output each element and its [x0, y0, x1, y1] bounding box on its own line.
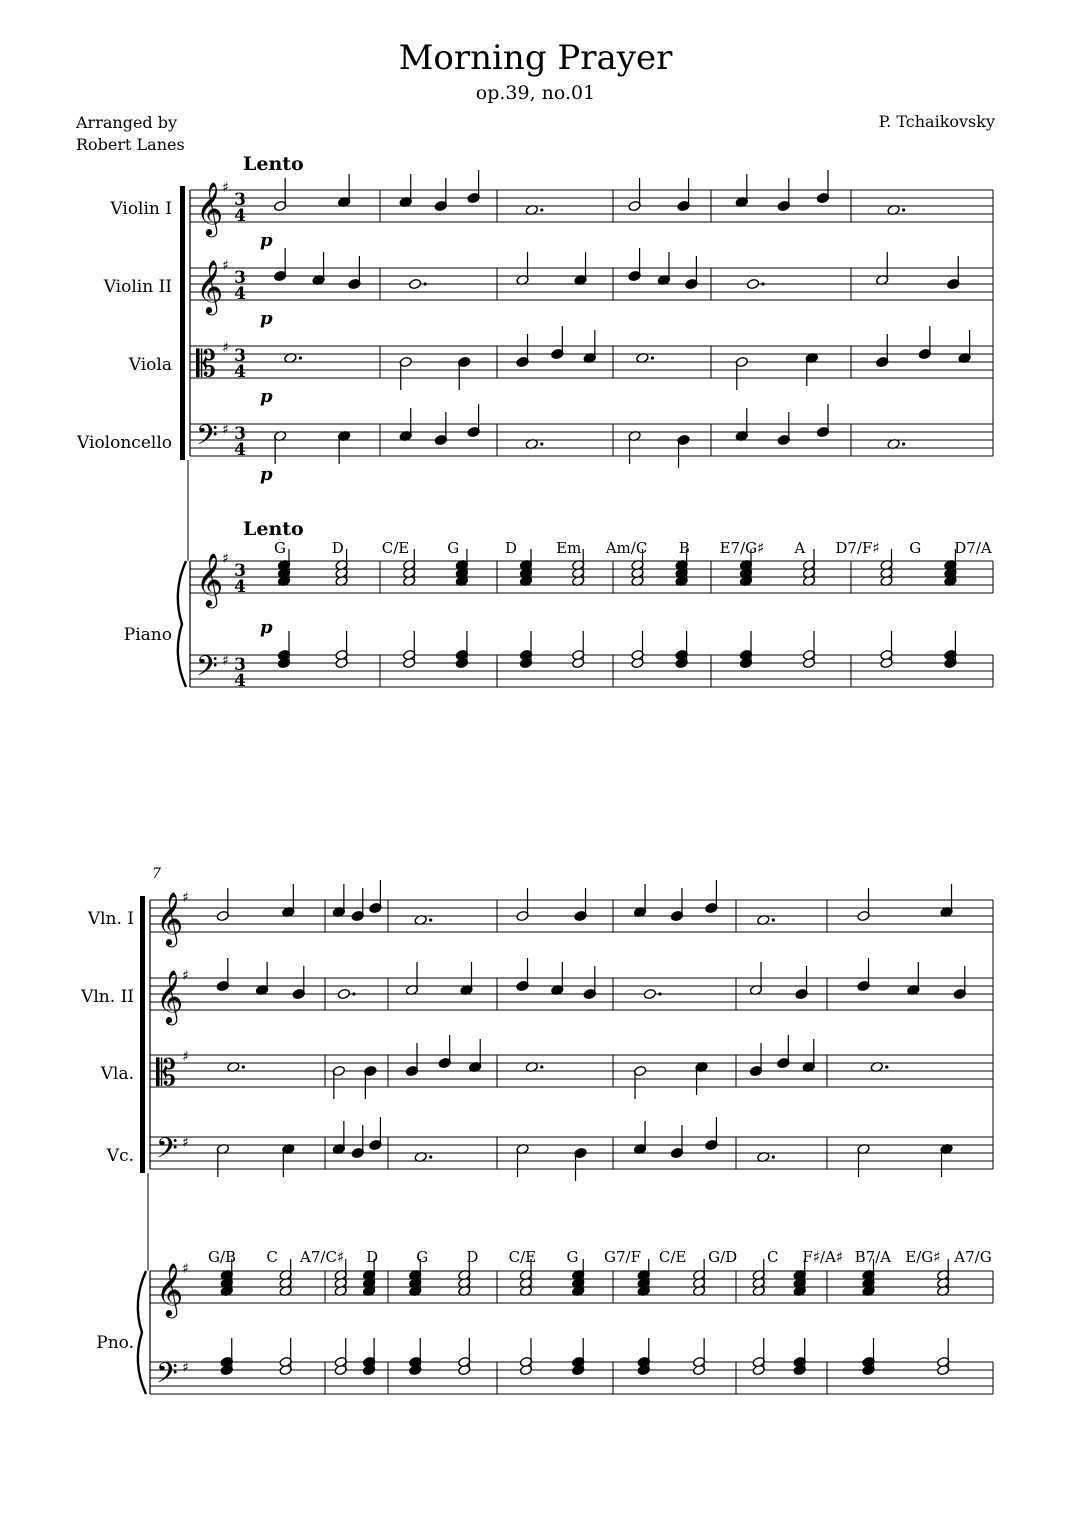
chord-symbol: A: [794, 539, 806, 557]
strings-bracket: [180, 186, 185, 460]
chord-symbol: A7/C♯: [300, 1248, 345, 1266]
staff-2: [190, 268, 993, 300]
score-subtitle: op.39, no.01: [475, 82, 596, 104]
sharp-icon: ♯: [182, 1261, 189, 1277]
tempo-marking-strings: Lento: [243, 153, 304, 175]
bass-clef-icon: 𝄢: [156, 1357, 178, 1397]
staff-1: [190, 190, 993, 222]
time-signature-numerator: 3: [234, 268, 246, 288]
augmentation-dot: [540, 442, 543, 445]
alto-clef-icon: 𝄡: [196, 344, 217, 385]
time-signature-denominator: 4: [234, 284, 246, 304]
augmentation-dot: [429, 918, 432, 921]
chord-symbol: G/D: [708, 1248, 738, 1266]
time-signature-denominator: 4: [234, 577, 246, 597]
augmentation-dot: [424, 282, 427, 285]
chord-symbol: Am/C: [605, 539, 648, 557]
chord-symbol: A7/G: [954, 1248, 992, 1266]
time-signature-numerator: 3: [234, 561, 246, 581]
augmentation-dot: [885, 1065, 888, 1068]
augmentation-dot: [772, 918, 775, 921]
piano-treble-staff: [190, 561, 993, 593]
chord-symbol: B7/A: [854, 1248, 892, 1266]
augmentation-dot: [299, 356, 302, 359]
chord-symbol: C: [766, 1248, 779, 1266]
time-signature-numerator: 3: [234, 346, 246, 366]
augmentation-dot: [540, 1065, 543, 1068]
chord-symbol: G: [274, 539, 286, 557]
time-signature-numerator: 3: [234, 190, 246, 210]
chord-symbol: G/B: [207, 1248, 237, 1266]
score-title: Morning Prayer: [398, 38, 673, 78]
treble-clef-icon: 𝄞: [196, 181, 224, 235]
sharp-icon: ♯: [182, 1049, 189, 1065]
dynamic-marking: p: [260, 230, 273, 251]
chord-symbol: F♯/A♯: [802, 1248, 844, 1266]
composer-credit: P. Tchaikovsky: [878, 112, 995, 131]
staff-4: [150, 1137, 993, 1169]
instrument-label-piano: Piano: [123, 625, 172, 645]
augmentation-dot: [902, 208, 905, 211]
augmentation-dot: [651, 356, 654, 359]
chord-symbol: C: [266, 1248, 278, 1266]
chord-symbol: D: [466, 1248, 479, 1266]
dynamic-marking: p: [260, 308, 273, 329]
time-signature-denominator: 4: [234, 440, 246, 460]
dynamic-marking: p: [260, 464, 273, 485]
treble-clef-icon: 𝄞: [156, 1262, 184, 1316]
instrument-label: Violin II: [103, 277, 172, 297]
treble-clef-icon: 𝄞: [196, 259, 224, 313]
piano-bass-staff: [190, 655, 993, 687]
alto-clef-icon: 𝄡: [156, 1053, 177, 1094]
time-signature-numerator: 3: [234, 655, 246, 675]
dotted-half-note: [408, 278, 421, 289]
treble-clef-icon: 𝄞: [156, 969, 184, 1023]
staff-4: [190, 424, 993, 456]
instrument-label: Vc.: [106, 1146, 134, 1166]
time-signature-denominator: 4: [234, 206, 246, 226]
bass-clef-icon: 𝄢: [196, 419, 218, 459]
sharp-icon: ♯: [222, 653, 229, 669]
instrument-label: Violoncello: [77, 433, 172, 453]
augmentation-dot: [540, 208, 543, 211]
treble-clef-icon: 𝄞: [156, 891, 184, 945]
chord-symbol: D: [331, 539, 344, 557]
instrument-label: Vln. I: [87, 909, 134, 929]
chord-symbol: G: [909, 539, 922, 557]
arranger-line-2: Robert Lanes: [76, 135, 185, 154]
arranger-line-1: Arranged by: [76, 113, 178, 132]
augmentation-dot: [429, 1155, 432, 1158]
chord-symbol: Em: [556, 539, 582, 557]
sharp-icon: ♯: [182, 890, 189, 906]
sharp-icon: ♯: [222, 180, 229, 196]
augmentation-dot: [352, 992, 355, 995]
treble-clef-icon: 𝄞: [196, 552, 224, 606]
instrument-label: Vln. II: [81, 987, 134, 1007]
sharp-icon: ♯: [182, 1135, 189, 1151]
chord-symbol: G: [566, 1248, 579, 1266]
augmentation-dot: [772, 1155, 775, 1158]
dynamic-marking: p: [260, 386, 273, 407]
chord-symbol: G: [447, 539, 460, 557]
piano-brace: [178, 561, 186, 687]
dotted-half-note: [337, 988, 350, 999]
chord-symbol: C/E: [381, 539, 410, 557]
instrument-label: Vla.: [100, 1064, 134, 1084]
time-signature-numerator: 3: [234, 424, 246, 444]
time-signature-denominator: 4: [234, 671, 246, 691]
measure-number: 7: [152, 866, 161, 882]
instrument-label: Violin I: [110, 199, 172, 219]
augmentation-dot: [902, 442, 905, 445]
chord-symbol: C/E: [658, 1248, 687, 1266]
dotted-half-note: [643, 988, 656, 999]
chord-symbol: D7/A: [954, 539, 992, 557]
instrument-label-piano: Pno.: [96, 1333, 134, 1353]
dynamic-marking-piano: p: [260, 617, 273, 638]
chord-symbol: E7/G♯: [719, 539, 765, 557]
bass-clef-icon: 𝄢: [156, 1132, 178, 1172]
chord-symbol: B: [678, 539, 690, 557]
chord-symbol: D7/F♯: [835, 539, 880, 557]
dotted-half-note: [746, 278, 759, 289]
piano-brace: [138, 1271, 146, 1394]
chord-symbol: D: [366, 1248, 379, 1266]
sharp-icon: ♯: [182, 968, 189, 984]
bass-clef-icon: 𝄢: [196, 650, 218, 690]
staff-3: [150, 1055, 993, 1087]
sharp-icon: ♯: [222, 340, 229, 356]
chord-symbol: C/E: [508, 1248, 537, 1266]
chord-symbol: G7/F: [604, 1248, 642, 1266]
chord-symbol: G: [416, 1248, 429, 1266]
strings-bracket: [140, 896, 145, 1173]
sharp-icon: ♯: [222, 551, 229, 567]
chord-symbol: D: [504, 539, 518, 557]
augmentation-dot: [658, 992, 661, 995]
instrument-label: Viola: [128, 355, 172, 375]
time-signature-denominator: 4: [234, 362, 246, 382]
sharp-icon: ♯: [182, 1360, 189, 1376]
augmentation-dot: [761, 282, 764, 285]
sharp-icon: ♯: [222, 422, 229, 438]
chord-symbol: E/G♯: [905, 1248, 941, 1266]
tempo-marking-piano: Lento: [243, 518, 304, 540]
sharp-icon: ♯: [222, 258, 229, 274]
augmentation-dot: [242, 1065, 245, 1068]
